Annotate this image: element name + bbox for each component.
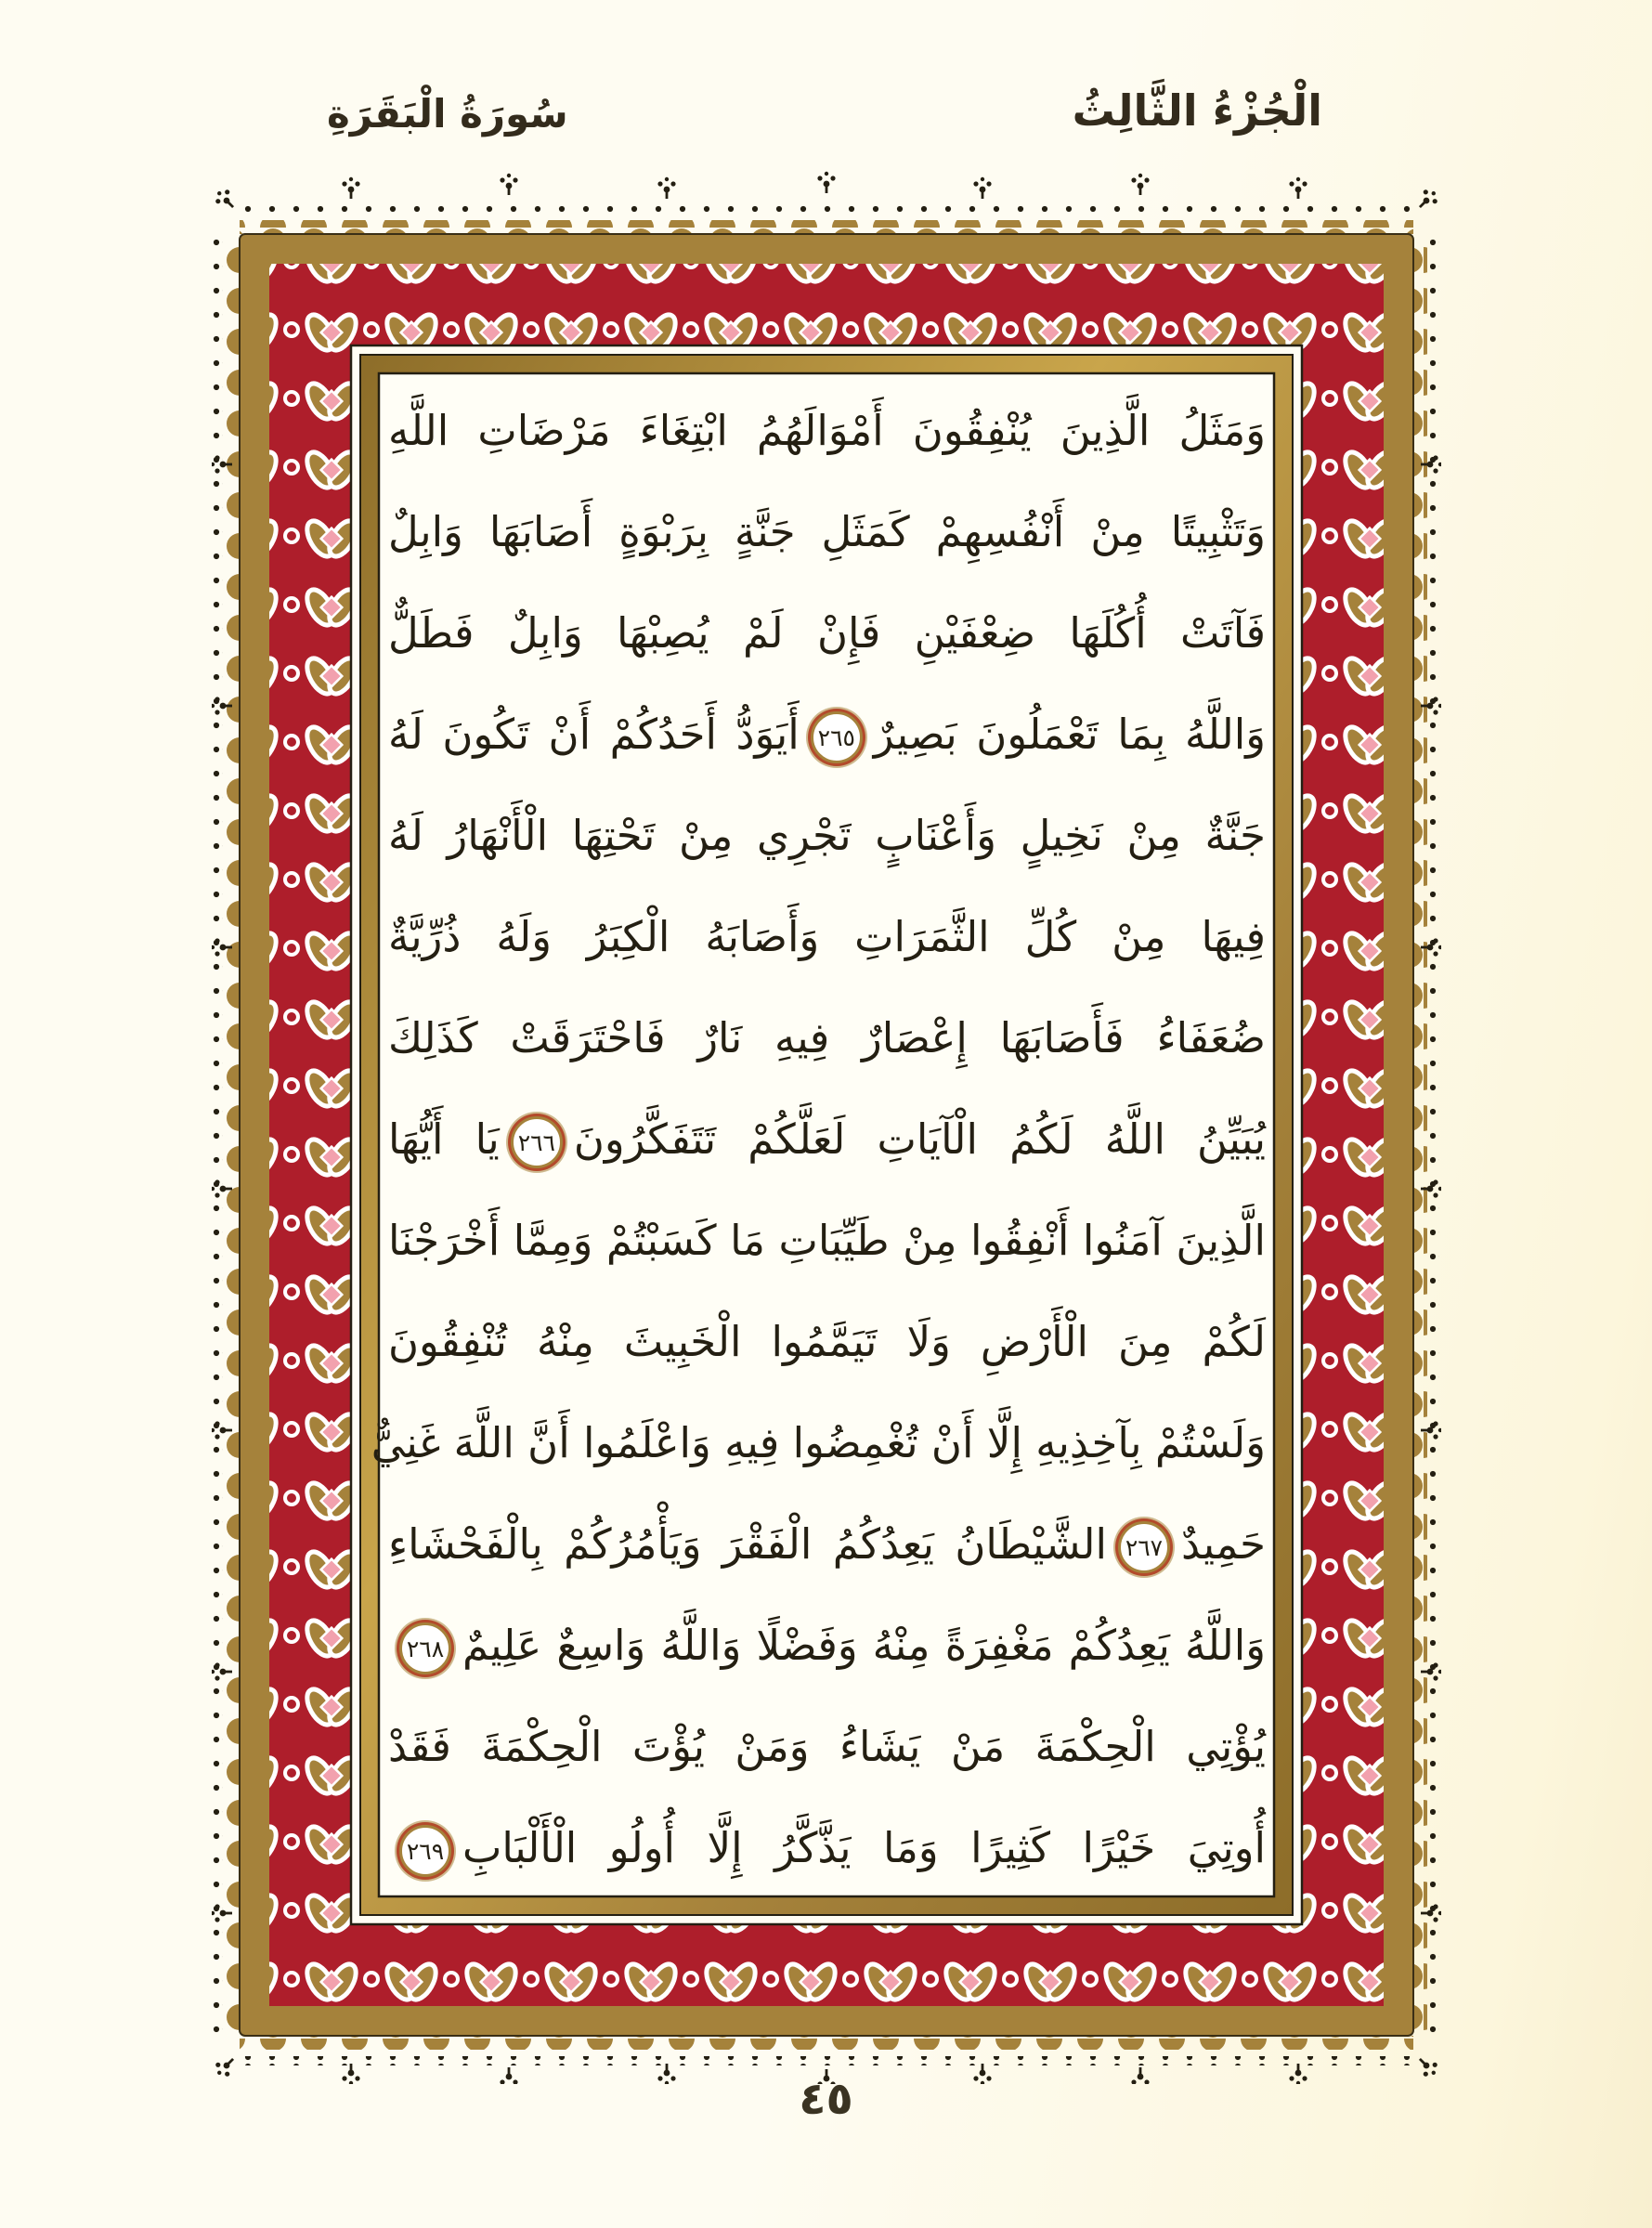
- quran-line: [388, 383, 1266, 479]
- quran-line: [388, 889, 1266, 985]
- verse-text: وَاللَّهُ يَعِدُكُمْ مَغْفِرَةً مِنْهُ وَفَضْلًا وَاللَّهُ وَاسِعٌ عَلِيمٌ: [462, 1621, 1266, 1670]
- quran-line: [388, 1496, 1266, 1593]
- ayah-number-medallion: ٢٦٦: [511, 1116, 563, 1168]
- surah-header: سُورَةُ الْبَقَرَةِ: [327, 91, 568, 137]
- ayah-number-medallion: ٢٦٨: [399, 1622, 451, 1674]
- verse-text: لَكُمْ مِنَ الْأَرْضِ وَلَا تَيَمَّمُوا الْخَبِيثَ مِنْهُ تُنْفِقُونَ: [388, 1317, 1266, 1366]
- quran-line: [371, 1395, 1266, 1492]
- quran-line: [388, 1192, 1266, 1289]
- quran-line: [388, 788, 1266, 884]
- verse-text: وَلَسْتُمْ بِآخِذِيهِ إِلَّا أَنْ تُغْمِضُوا فِيهِ وَاعْلَمُوا أَنَّ اللَّهَ غَنِيٌّ: [371, 1418, 1266, 1467]
- verse-text: أُوتِيَ خَيْرًا كَثِيرًا وَمَا يَذَّكَّرُ إِلَّا أُولُو الْأَلْبَابِ: [462, 1823, 1266, 1872]
- verse-text: الشَّيْطَانُ يَعِدُكُمُ الْفَقْرَ وَيَأْمُرُكُمْ بِالْفَحْشَاءِ: [388, 1519, 1107, 1569]
- quran-line: [388, 1597, 1266, 1694]
- verse-text: وَتَثْبِيتًا مِنْ أَنْفُسِهِمْ كَمَثَلِ جَنَّةٍ بِرَبْوَةٍ أَصَابَهَا وَابِلٌ: [388, 507, 1266, 556]
- quran-lines: [371, 383, 1266, 1896]
- quran-line: [388, 484, 1266, 580]
- verse-text: أَيَوَدُّ أَحَدُكُمْ أَنْ تَكُونَ لَهُ: [388, 710, 800, 759]
- quran-line: [388, 1091, 1266, 1188]
- ayah-number-medallion: ٢٦٥: [811, 711, 863, 763]
- verse-text: وَاللَّهُ بِمَا تَعْمَلُونَ بَصِيرٌ: [873, 710, 1266, 759]
- page-number: ٤٥: [799, 2073, 853, 2125]
- verse-text: وَمَثَلُ الَّذِينَ يُنْفِقُونَ أَمْوَالَهُمُ ابْتِغَاءَ مَرْضَاتِ اللَّهِ: [388, 406, 1266, 455]
- verse-text: ضُعَفَاءُ فَأَصَابَهَا إِعْصَارٌ فِيهِ نَارٌ فَاحْتَرَقَتْ كَذَلِكَ: [388, 1013, 1266, 1062]
- verse-text: جَنَّةٌ مِنْ نَخِيلٍ وَأَعْنَابٍ تَجْرِي مِنْ تَحْتِهَا الْأَنْهَارُ لَهُ: [388, 811, 1266, 860]
- quran-line: [388, 1699, 1266, 1795]
- verse-text: يُؤْتِي الْحِكْمَةَ مَنْ يَشَاءُ وَمَنْ يُؤْتَ الْحِكْمَةَ فَقَدْ: [388, 1722, 1266, 1771]
- quran-line: [388, 1294, 1266, 1390]
- verse-text: فَآتَتْ أُكُلَهَا ضِعْفَيْنِ فَإِنْ لَمْ يُصِبْهَا وَابِلٌ فَطَلٌّ: [388, 608, 1266, 658]
- verse-text: يُبَيِّنُ اللَّهُ لَكُمُ الْآيَاتِ لَعَلَّكُمْ تَتَفَكَّرُونَ: [573, 1114, 1266, 1164]
- verse-text: الَّذِينَ آمَنُوا أَنْفِقُوا مِنْ طَيِّبَاتِ مَا كَسَبْتُمْ وَمِمَّا أَخْرَجْنَا: [388, 1216, 1266, 1265]
- ayah-number-medallion: ٢٦٩: [399, 1825, 451, 1877]
- verse-text: حَمِيدٌ: [1180, 1519, 1266, 1569]
- verse-text: فِيهَا مِنْ كُلِّ الثَّمَرَاتِ وَأَصَابَهُ الْكِبَرُ وَلَهُ ذُرِّيَّةٌ: [388, 912, 1266, 961]
- quran-line: [388, 990, 1266, 1087]
- quran-line: [388, 686, 1266, 783]
- quran-line: [388, 585, 1266, 682]
- quran-line: [388, 1800, 1266, 1896]
- ayah-number-medallion: ٢٦٧: [1118, 1521, 1170, 1573]
- juz-header: الْجُزْءُ الثَّالِثُ: [1072, 85, 1322, 136]
- verse-text: يَا أَيُّهَا: [388, 1114, 500, 1164]
